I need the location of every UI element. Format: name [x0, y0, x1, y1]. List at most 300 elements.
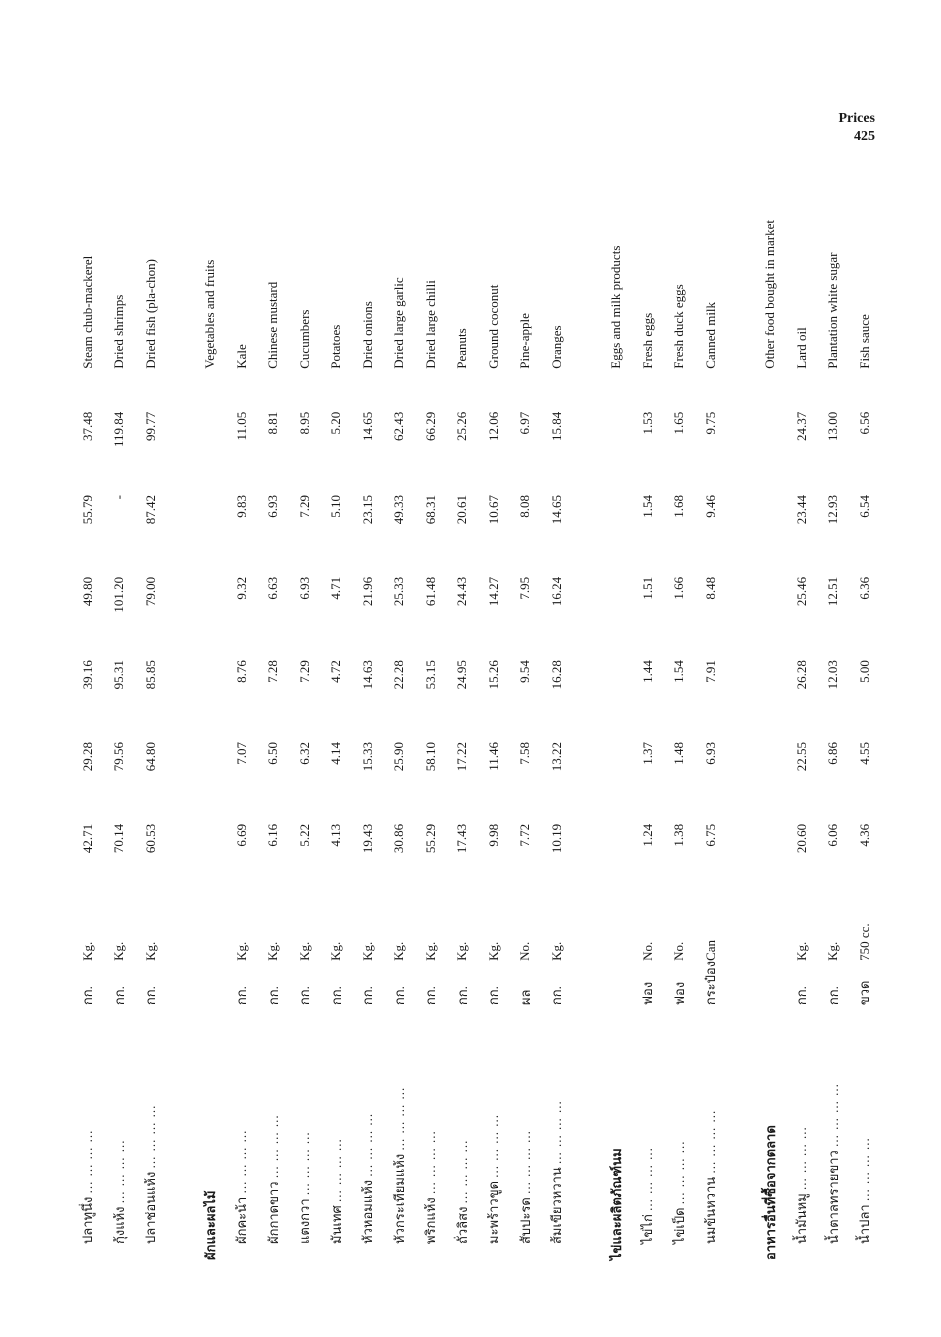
price-cell: -: [111, 495, 127, 500]
price-cell: 1.68: [671, 495, 687, 518]
price-cell: 11.46: [485, 742, 501, 771]
item-thai-name: [849, 1005, 881, 1260]
price-cell: 9.32: [233, 576, 249, 600]
price-cell: [195, 562, 227, 645]
price-cell: 62.43: [391, 411, 407, 441]
leader-dots: ... ... ... ...: [423, 1130, 439, 1195]
price-cell: 87.42: [142, 495, 158, 525]
price-cell: 29.28: [79, 742, 95, 772]
thai-unit: กก.: [328, 986, 344, 1006]
price-cell: 7.58: [517, 742, 533, 765]
item-thai-name: [478, 1005, 510, 1260]
leader-dots: ... ... ... ...: [234, 1129, 250, 1194]
item-thai-name: [786, 1005, 818, 1260]
section-row: [755, 220, 787, 1260]
price-cell: 13.00: [825, 411, 841, 441]
price-cell: 70.14: [111, 823, 127, 854]
item-thai-text: ไข่เป็ด: [671, 1207, 687, 1244]
price-cell: 58.10: [422, 742, 438, 772]
price-cell: 1.54: [671, 660, 687, 683]
thai-unit: กก.: [454, 986, 470, 1006]
price-cell: 85.85: [142, 660, 158, 690]
section-english-label: Other food bought in market: [762, 220, 778, 369]
english-unit: Kg.: [359, 941, 375, 961]
price-cell: 4.72: [328, 660, 344, 683]
price-cell: 4.13: [328, 823, 344, 847]
price-cell: 6.75: [702, 823, 718, 847]
price-cell: 64.80: [142, 742, 158, 772]
price-cell: 1.48: [671, 742, 687, 765]
leader-dots: ... ... ... ...: [328, 1138, 344, 1203]
section-row: [195, 220, 227, 1260]
item-thai-text: ถั่วลิสง: [454, 1206, 470, 1244]
price-cell: 6.50: [265, 742, 281, 765]
price-cell: 23.15: [359, 495, 375, 525]
price-cell: 25.46: [793, 576, 809, 607]
price-cell: 6.32: [296, 742, 312, 765]
price-cell: 12.51: [825, 576, 841, 607]
price-cell: 14.65: [359, 411, 375, 441]
item-thai-name: [541, 1005, 573, 1260]
english-unit: Kg.: [111, 941, 127, 961]
price-cell: 7.95: [517, 576, 533, 600]
item-thai-name: [695, 1005, 727, 1260]
price-cell: 7.07: [233, 742, 249, 765]
item-english-name: Dried onions: [359, 301, 375, 369]
price-cell: 25.33: [391, 576, 407, 607]
table-row: [72, 220, 104, 1260]
price-cell: [755, 645, 787, 727]
item-thai-name: [510, 1005, 542, 1260]
price-cell: 10.19: [548, 823, 564, 854]
table-row: [818, 220, 850, 1260]
item-thai-text: ไข่ไก่: [640, 1214, 656, 1244]
item-thai-name: [632, 1005, 664, 1260]
price-cell: [195, 809, 227, 891]
price-cell: [755, 727, 787, 809]
table-row: [632, 220, 664, 1260]
item-english-name: Dried large garlic: [391, 277, 407, 369]
item-english-name: Oranges: [548, 325, 564, 369]
item-english-name: Ground coconut: [485, 284, 501, 369]
price-cell: [755, 562, 787, 645]
price-cell: 5.22: [296, 823, 312, 847]
leader-dots: ... ... ... ...: [857, 1137, 873, 1202]
thai-unit: [755, 961, 787, 1005]
price-cell: 12.93: [825, 495, 841, 525]
price-cell: 79.56: [111, 742, 127, 772]
price-cell: 14.27: [485, 576, 501, 607]
leader-dots: ... ... ... ...: [640, 1147, 656, 1211]
price-cell: 4.36: [856, 823, 872, 847]
table-row: [226, 220, 258, 1260]
price-cell: 11.05: [233, 411, 249, 441]
price-cell: 4.71: [328, 576, 344, 600]
english-unit: [195, 891, 227, 961]
price-cell: 9.83: [233, 495, 249, 518]
item-thai-text: นมข้นหวาน: [703, 1176, 719, 1244]
item-thai-text: น้ำตาลทรายขาว: [825, 1150, 841, 1244]
price-cell: 9.54: [517, 660, 533, 683]
price-cell: 66.29: [422, 411, 438, 441]
item-english-name: Fresh eggs: [639, 312, 655, 369]
price-cell: 7.29: [296, 660, 312, 683]
thai-unit: กก.: [391, 986, 407, 1006]
price-cell: 1.65: [671, 411, 687, 435]
leader-dots: ... ... ... ...: [297, 1131, 313, 1196]
price-cell: 5.20: [328, 411, 344, 435]
table-row: [478, 220, 510, 1260]
section-row: [601, 220, 633, 1260]
english-unit: Can: [702, 939, 718, 961]
item-english-name: Dried fish (pla-chon): [142, 259, 158, 369]
price-cell: 7.91: [702, 660, 718, 683]
table-row: [384, 220, 416, 1260]
price-cell: 6.63: [265, 576, 281, 600]
leader-dots: ... ... ... ...: [794, 1126, 810, 1190]
price-cell: 1.44: [639, 660, 655, 683]
leader-dots: ... ... ... ...: [391, 1086, 407, 1151]
item-thai-name: [321, 1005, 353, 1260]
section-thai-label: ไข่และผลิตภัณฑ์นม: [608, 1148, 624, 1260]
item-thai-text: มะพร้าวขูด: [486, 1180, 502, 1244]
price-cell: 20.61: [454, 495, 470, 525]
table-row: [352, 220, 384, 1260]
item-english-name: Potatoes: [328, 324, 344, 369]
leader-dots: ... ... ... ...: [517, 1130, 533, 1194]
item-thai-text: มันเทศ: [328, 1205, 344, 1244]
item-english-name: Plantation white sugar: [825, 252, 841, 369]
table-row: [695, 220, 727, 1260]
price-cell: [195, 727, 227, 809]
price-cell: 49.33: [391, 495, 407, 525]
table-row: [664, 220, 696, 1260]
price-cell: 12.03: [825, 660, 841, 690]
item-english-name: Canned milk: [702, 301, 718, 369]
price-cell: [195, 645, 227, 727]
price-cell: 42.71: [79, 823, 95, 854]
thai-unit: กระป๋อง: [703, 960, 719, 1006]
thai-unit: กก.: [111, 986, 127, 1006]
price-cell: 60.53: [142, 823, 158, 854]
price-cell: 37.48: [79, 411, 95, 441]
thai-unit: ขวด: [857, 980, 873, 1006]
price-cell: 25.26: [454, 411, 470, 441]
price-cell: 21.96: [359, 576, 375, 607]
spacer-row: [167, 220, 195, 1260]
item-thai-name: [258, 1005, 290, 1260]
item-thai-text: ปลาช่อนแห้ง: [143, 1171, 159, 1244]
price-cell: 15.84: [548, 411, 564, 441]
price-cell: 5.00: [856, 660, 872, 683]
price-cell: 1.24: [639, 823, 655, 847]
item-english-name: Dried large chilli: [422, 280, 438, 369]
price-cell: 30.86: [391, 823, 407, 854]
price-cell: 23.44: [793, 495, 809, 525]
price-cell: 119.84: [111, 411, 127, 448]
item-thai-text: กุ้งแห้ง: [111, 1206, 127, 1244]
price-cell: 6.86: [825, 742, 841, 765]
price-cell: 6.36: [856, 576, 872, 600]
english-unit: No.: [639, 941, 655, 961]
thai-unit: [195, 961, 227, 1005]
table-row: [849, 220, 881, 1260]
item-thai-name: [72, 1005, 104, 1260]
thai-unit: ฟอง: [671, 981, 687, 1006]
item-english-name: Chinese mustard: [265, 281, 281, 369]
price-cell: 20.60: [793, 823, 809, 854]
price-cell: 26.28: [793, 660, 809, 690]
price-cell: 5.10: [328, 495, 344, 518]
price-cell: 6.93: [702, 742, 718, 765]
price-cell: 68.31: [422, 495, 438, 525]
item-thai-name: [664, 1005, 696, 1260]
price-cell: 101.20: [111, 576, 127, 613]
leader-dots: ... ... ... ...: [549, 1100, 565, 1164]
price-cell: 1.37: [639, 742, 655, 765]
item-english-name: Fresh duck eggs: [671, 284, 687, 369]
table-row: [135, 220, 167, 1260]
english-unit: Kg.: [79, 941, 95, 961]
price-cell: 8.48: [702, 576, 718, 600]
price-cell: 17.43: [454, 823, 470, 854]
item-thai-text: ผักคะน้า: [234, 1196, 250, 1244]
item-english-name: Dried shrimps: [111, 294, 127, 369]
price-cell: 53.15: [422, 660, 438, 690]
page-number: 425: [854, 129, 875, 144]
thai-unit: กก.: [423, 986, 439, 1006]
leader-dots: ... ... ... ...: [454, 1139, 470, 1204]
price-cell: 4.55: [856, 742, 872, 765]
price-cell: 6.56: [856, 411, 872, 435]
price-cell: [601, 480, 633, 562]
thai-unit: กก.: [549, 986, 565, 1006]
thai-unit: กก.: [265, 986, 281, 1006]
table-row: [258, 220, 290, 1260]
thai-unit: กก.: [234, 986, 250, 1006]
price-cell: [601, 645, 633, 727]
price-cell: [601, 562, 633, 645]
thai-unit: กก.: [825, 986, 841, 1006]
leader-dots: ... ... ... ...: [671, 1140, 687, 1205]
english-unit: [755, 891, 787, 961]
english-unit: Kg.: [296, 941, 312, 961]
item-thai-text: ผักกาดขาว: [265, 1181, 281, 1244]
price-cell: 15.26: [485, 660, 501, 690]
thai-unit: กก.: [360, 986, 376, 1006]
item-thai-name: [415, 1005, 447, 1260]
item-english-name: Pine-apple: [517, 313, 533, 369]
item-thai-text: พริกแห้ง: [423, 1197, 439, 1244]
price-cell: 15.33: [359, 742, 375, 772]
price-cell: 16.28: [548, 660, 564, 690]
price-cell: 10.67: [485, 495, 501, 525]
item-thai-name: [818, 1005, 850, 1260]
price-cell: [755, 809, 787, 891]
item-thai-name: [135, 1005, 167, 1260]
price-cell: 8.95: [296, 411, 312, 435]
table-row: [541, 220, 573, 1260]
price-cell: 6.69: [233, 823, 249, 847]
price-cell: [195, 397, 227, 480]
price-cell: 6.97: [517, 411, 533, 435]
spacer-row: [727, 220, 755, 1260]
price-cell: 95.31: [111, 660, 127, 690]
english-unit: 750 cc.: [856, 923, 872, 961]
price-cell: 24.37: [793, 411, 809, 441]
price-cell: 17.22: [454, 742, 470, 772]
english-unit: Kg.: [825, 941, 841, 961]
price-table-container: [72, 220, 872, 1260]
english-unit: Kg.: [233, 941, 249, 961]
section-thai-label: ผักและผลไม้: [202, 1190, 218, 1260]
table-row: [415, 220, 447, 1260]
leader-dots: ... ... ... ...: [80, 1129, 96, 1194]
table-row: [321, 220, 353, 1260]
price-cell: 16.24: [548, 576, 564, 607]
english-unit: Kg.: [142, 941, 158, 961]
thai-unit: กก.: [80, 986, 96, 1006]
item-english-name: Fish sauce: [856, 314, 872, 369]
price-cell: 55.79: [79, 495, 95, 525]
item-thai-text: ปลาทูนึ่ง: [80, 1196, 96, 1244]
item-thai-name: [352, 1005, 384, 1260]
section-english-label: Vegetables and fruits: [202, 259, 218, 369]
price-cell: 9.46: [702, 495, 718, 518]
price-cell: 39.16: [79, 660, 95, 690]
spacer-row: [573, 220, 601, 1260]
price-cell: 22.55: [793, 742, 809, 772]
price-cell: 13.22: [548, 742, 564, 772]
price-cell: 79.00: [142, 576, 158, 607]
price-cell: 22.28: [391, 660, 407, 690]
price-cell: 8.08: [517, 495, 533, 518]
english-unit: Kg.: [793, 941, 809, 961]
english-unit: Kg.: [454, 941, 470, 961]
thai-unit: กก.: [794, 986, 810, 1006]
price-cell: 7.72: [517, 823, 533, 847]
english-unit: No.: [671, 941, 687, 961]
price-cell: 6.16: [265, 823, 281, 847]
english-unit: Kg.: [548, 941, 564, 961]
price-table-body: [72, 220, 881, 1260]
price-cell: 49.80: [79, 576, 95, 607]
price-cell: 4.14: [328, 742, 344, 765]
price-cell: [601, 727, 633, 809]
table-row: [786, 220, 818, 1260]
table-row: [289, 220, 321, 1260]
item-thai-text: หัวหอมแห้ง: [360, 1179, 376, 1244]
item-thai-text: แตงกวา: [297, 1198, 313, 1244]
price-cell: 99.77: [142, 411, 158, 441]
price-cell: 24.43: [454, 576, 470, 607]
item-english-name: Lard oil: [793, 327, 809, 369]
header-title: Prices: [838, 111, 875, 126]
item-thai-text: สับปะรด: [517, 1197, 533, 1244]
price-cell: 6.54: [856, 495, 872, 518]
leader-dots: ... ... ... ...: [143, 1104, 159, 1169]
english-unit: Kg.: [485, 941, 501, 961]
price-cell: 24.95: [454, 660, 470, 690]
price-cell: 6.93: [296, 576, 312, 600]
english-unit: No.: [517, 941, 533, 961]
item-english-name: Peanuts: [454, 328, 470, 369]
leader-dots: ... ... ... ...: [265, 1114, 281, 1179]
english-unit: Kg.: [265, 941, 281, 961]
item-thai-name: [104, 1005, 136, 1260]
thai-unit: กก.: [143, 986, 159, 1006]
thai-unit: กก.: [486, 986, 502, 1006]
item-thai-text: หัวกระเทียมแห้ง: [391, 1153, 407, 1244]
leader-dots: ... ... ... ...: [703, 1109, 719, 1174]
price-cell: 61.48: [422, 576, 438, 607]
thai-unit: กก.: [297, 986, 313, 1006]
price-cell: 7.29: [296, 495, 312, 518]
leader-dots: ... ... ... ...: [360, 1112, 376, 1177]
price-cell: 7.28: [265, 660, 281, 683]
price-table: [72, 220, 881, 1260]
price-cell: 1.54: [639, 495, 655, 518]
price-cell: 25.90: [391, 742, 407, 772]
price-cell: 8.76: [233, 660, 249, 683]
table-row: [447, 220, 479, 1260]
section-thai-label: อาหารอื่นที่ซื้อจากตลาด: [762, 1125, 778, 1260]
section-english-label: Eggs and milk products: [608, 245, 624, 369]
english-unit: Kg.: [422, 941, 438, 961]
price-cell: 6.93: [265, 495, 281, 518]
leader-dots: ... ... ... ...: [825, 1083, 841, 1147]
item-thai-text: น้ำปลา: [857, 1204, 873, 1244]
price-cell: 6.06: [825, 823, 841, 847]
table-row: [510, 220, 542, 1260]
item-thai-text: น้ำมันหมู: [794, 1193, 810, 1244]
price-cell: [755, 480, 787, 562]
price-cell: 1.66: [671, 576, 687, 600]
thai-unit: [601, 961, 633, 1005]
price-cell: [195, 480, 227, 562]
item-thai-name: [447, 1005, 479, 1260]
price-cell: 14.63: [359, 660, 375, 690]
price-cell: 1.51: [639, 576, 655, 600]
price-cell: 55.29: [422, 823, 438, 854]
price-cell: 12.06: [485, 411, 501, 441]
price-cell: 19.43: [359, 823, 375, 854]
price-cell: 8.81: [265, 411, 281, 435]
english-unit: [601, 891, 633, 961]
item-thai-name: [226, 1005, 258, 1260]
price-cell: [601, 809, 633, 891]
thai-unit: ผล: [517, 989, 533, 1006]
english-unit: Kg.: [328, 941, 344, 961]
table-row: [104, 220, 136, 1260]
item-english-name: Cucumbers: [296, 309, 312, 369]
item-thai-name: [289, 1005, 321, 1260]
price-cell: [755, 397, 787, 480]
price-cell: 9.98: [485, 823, 501, 847]
price-cell: 1.38: [671, 823, 687, 847]
item-english-name: Kale: [233, 344, 249, 369]
item-thai-text: ส้มเขียวหวาน: [549, 1167, 565, 1244]
english-unit: Kg.: [391, 941, 407, 961]
item-thai-name: [384, 1005, 416, 1260]
leader-dots: ... ... ... ...: [111, 1139, 127, 1204]
price-cell: 14.65: [548, 495, 564, 525]
price-cell: 1.53: [639, 411, 655, 435]
price-cell: 9.75: [702, 411, 718, 435]
thai-unit: ฟอง: [640, 981, 656, 1006]
price-cell: [601, 397, 633, 480]
item-english-name: Steam chub-mackerel: [79, 255, 95, 369]
